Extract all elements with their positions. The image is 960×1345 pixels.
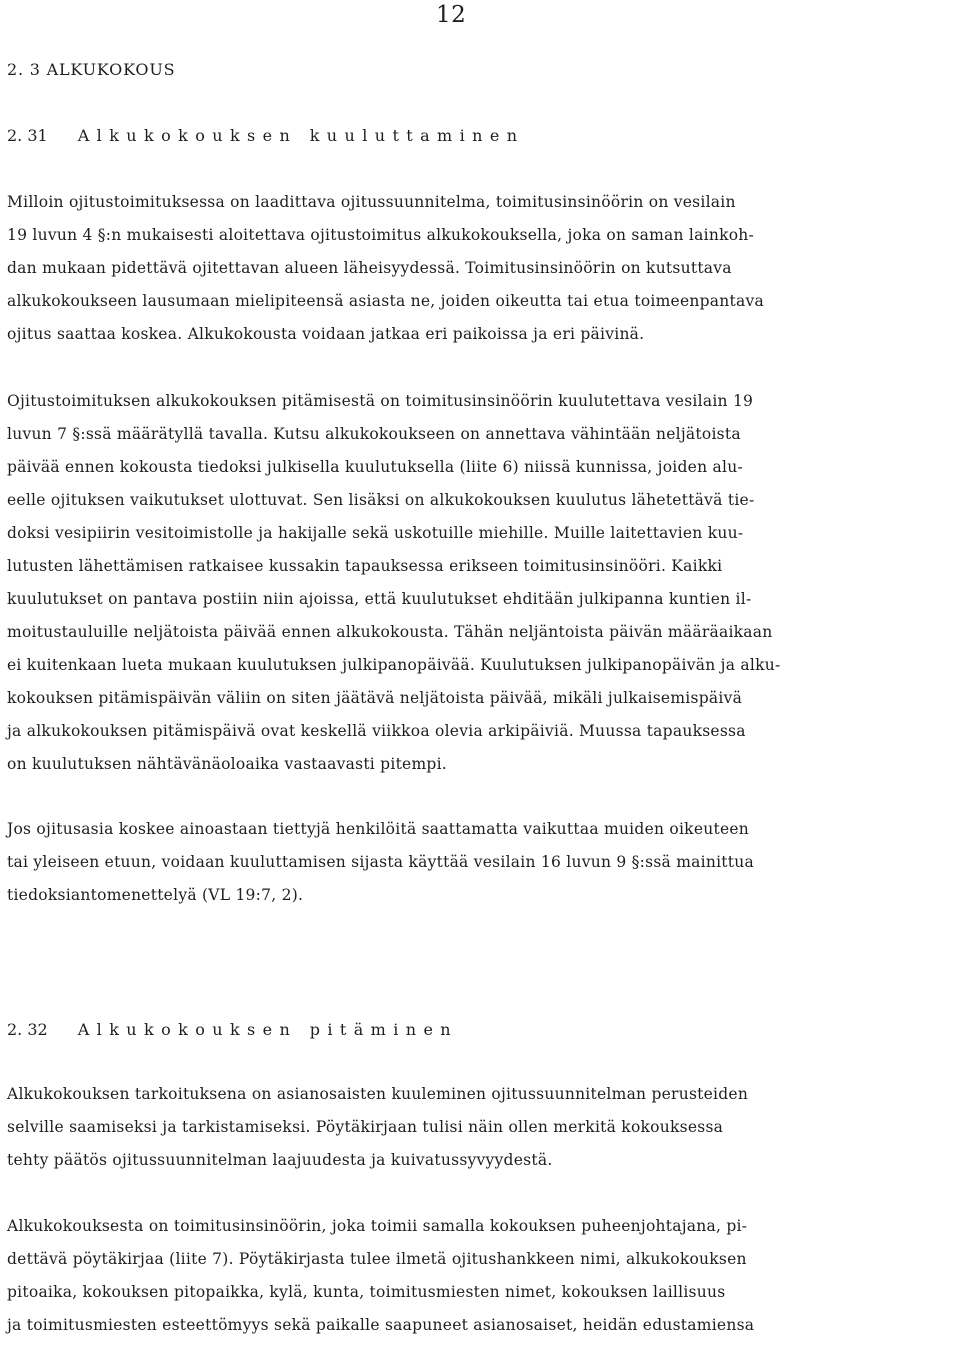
- text-line: ojitus saattaa koskea. Alkukokousta voidaan jatkaa eri paikoissa ja eri päivinä.: [7, 325, 645, 343]
- text-line: Alkukokouksen tarkoituksena on asianosaisten kuuleminen ojitussuunnitelman perusteiden: [7, 1085, 749, 1103]
- text-line: tai yleiseen etuun, voidaan kuuluttamisen sijasta käyttää vesilain 16 luvun 9 §:ssä mainittua: [7, 853, 754, 871]
- text-line: pitoaika, kokouksen pitopaikka, kylä, kunta, toimitusmiesten nimet, kokouksen laillisuus: [7, 1283, 726, 1301]
- text-line: päivää ennen kokousta tiedoksi julkisella kuulutuksella (liite 6) niissä kunnissa, joiden alu-: [7, 458, 743, 476]
- text-line: Ojitustoimituksen alkukokouksen pitämisestä on toimitusinsinöörin kuulutettava vesilain 19: [7, 392, 754, 410]
- text-line: kokouksen pitämispäivän väliin on siten jäätävä neljätoista päivää, mikäli julkaisemispäivä: [7, 689, 743, 707]
- text-line: ja toimitusmiesten esteettömyys sekä paikalle saapuneet asianosaiset, heidän edustamiensa: [7, 1316, 755, 1334]
- subsection-heading-pitaminen: [7, 1020, 458, 1039]
- text-line: alkukokoukseen lausumaan mielipiteensä asiasta ne, joiden oikeutta tai etua toimeenpantava: [7, 292, 764, 310]
- text-line: on kuulutuksen nähtävänäoloaika vastaavasti pitempi.: [7, 755, 447, 773]
- text-line: doksi vesipiirin vesitoimistolle ja hakijalle sekä uskotuille miehille. Muille laitettavien kuu-: [7, 524, 744, 542]
- text-line: ei kuitenkaan lueta mukaan kuulutuksen julkipanopäivää. Kuulutuksen julkipanopäivän ja alku-: [7, 656, 781, 674]
- text-line: tehty päätös ojitussuunnitelman laajuudesta ja kuivatussyvyydestä.: [7, 1151, 553, 1169]
- text-line: moitustauluille neljätoista päivää ennen alkukokousta. Tähän neljäntoista päivän määräaikaan: [7, 623, 773, 641]
- text-line: lutusten lähettämisen ratkaisee kussakin tapauksessa erikseen toimitusinsinööri. Kaikki: [7, 557, 723, 575]
- text-line: selville saamiseksi ja tarkistamiseksi. Pöytäkirjaan tulisi näin ollen merkitä kokouksessa: [7, 1118, 724, 1136]
- subsection-heading-kuuluttaminen: [7, 126, 524, 145]
- subsection-title: Alkukokouksen kuuluttaminen: [77, 126, 525, 145]
- text-line: dettävä pöytäkirjaa (liite 7). Pöytäkirjasta tulee ilmetä ojitushankkeen nimi, alkukokouksen: [7, 1250, 747, 1268]
- section-heading: 2. 3 ALKUKOKOUS: [7, 60, 176, 79]
- text-line: kuulutukset on pantava postiin niin ajoissa, että kuulutukset ehditään julkipanna kuntien il-: [7, 590, 752, 608]
- text-line: Jos ojitusasia koskee ainoastaan tiettyjä henkilöitä saattamatta vaikuttaa muiden oikeuteen: [7, 820, 750, 838]
- page-number: 12: [436, 2, 467, 28]
- text-line: dan mukaan pidettävä ojitettavan alueen läheisyydessä. Toimitusinsinöörin on kutsuttava: [7, 259, 732, 277]
- text-line: tiedoksiantomenettelyä (VL 19:7, 2).: [7, 886, 304, 904]
- text-line: ja alkukokouksen pitämispäivä ovat keskellä viikkoa olevia arkipäiviä. Muussa tapauksessa: [7, 722, 746, 740]
- text-line: Alkukokouksesta on toimitusinsinöörin, joka toimii samalla kokouksen puheenjohtajana, pi-: [7, 1217, 748, 1235]
- subsection-title: Alkukokouksen pitäminen: [77, 1020, 459, 1039]
- text-line: Milloin ojitustoimituksessa on laadittava ojitussuunnitelma, toimitusinsinöörin on vesilain: [7, 193, 736, 211]
- text-line: luvun 7 §:ssä määrätyllä tavalla. Kutsu alkukokoukseen on annettava vähintään neljätoista: [7, 425, 741, 443]
- subsection-number: 2. 32: [7, 1020, 48, 1039]
- subsection-number: 2. 31: [7, 126, 48, 145]
- text-line: eelle ojituksen vaikutukset ulottuvat. Sen lisäksi on alkukokouksen kuulutus lähetettävä tie-: [7, 491, 755, 509]
- text-line: 19 luvun 4 §:n mukaisesti aloitettava ojitustoimitus alkukokouksella, joka on saman lainkoh-: [7, 226, 755, 244]
